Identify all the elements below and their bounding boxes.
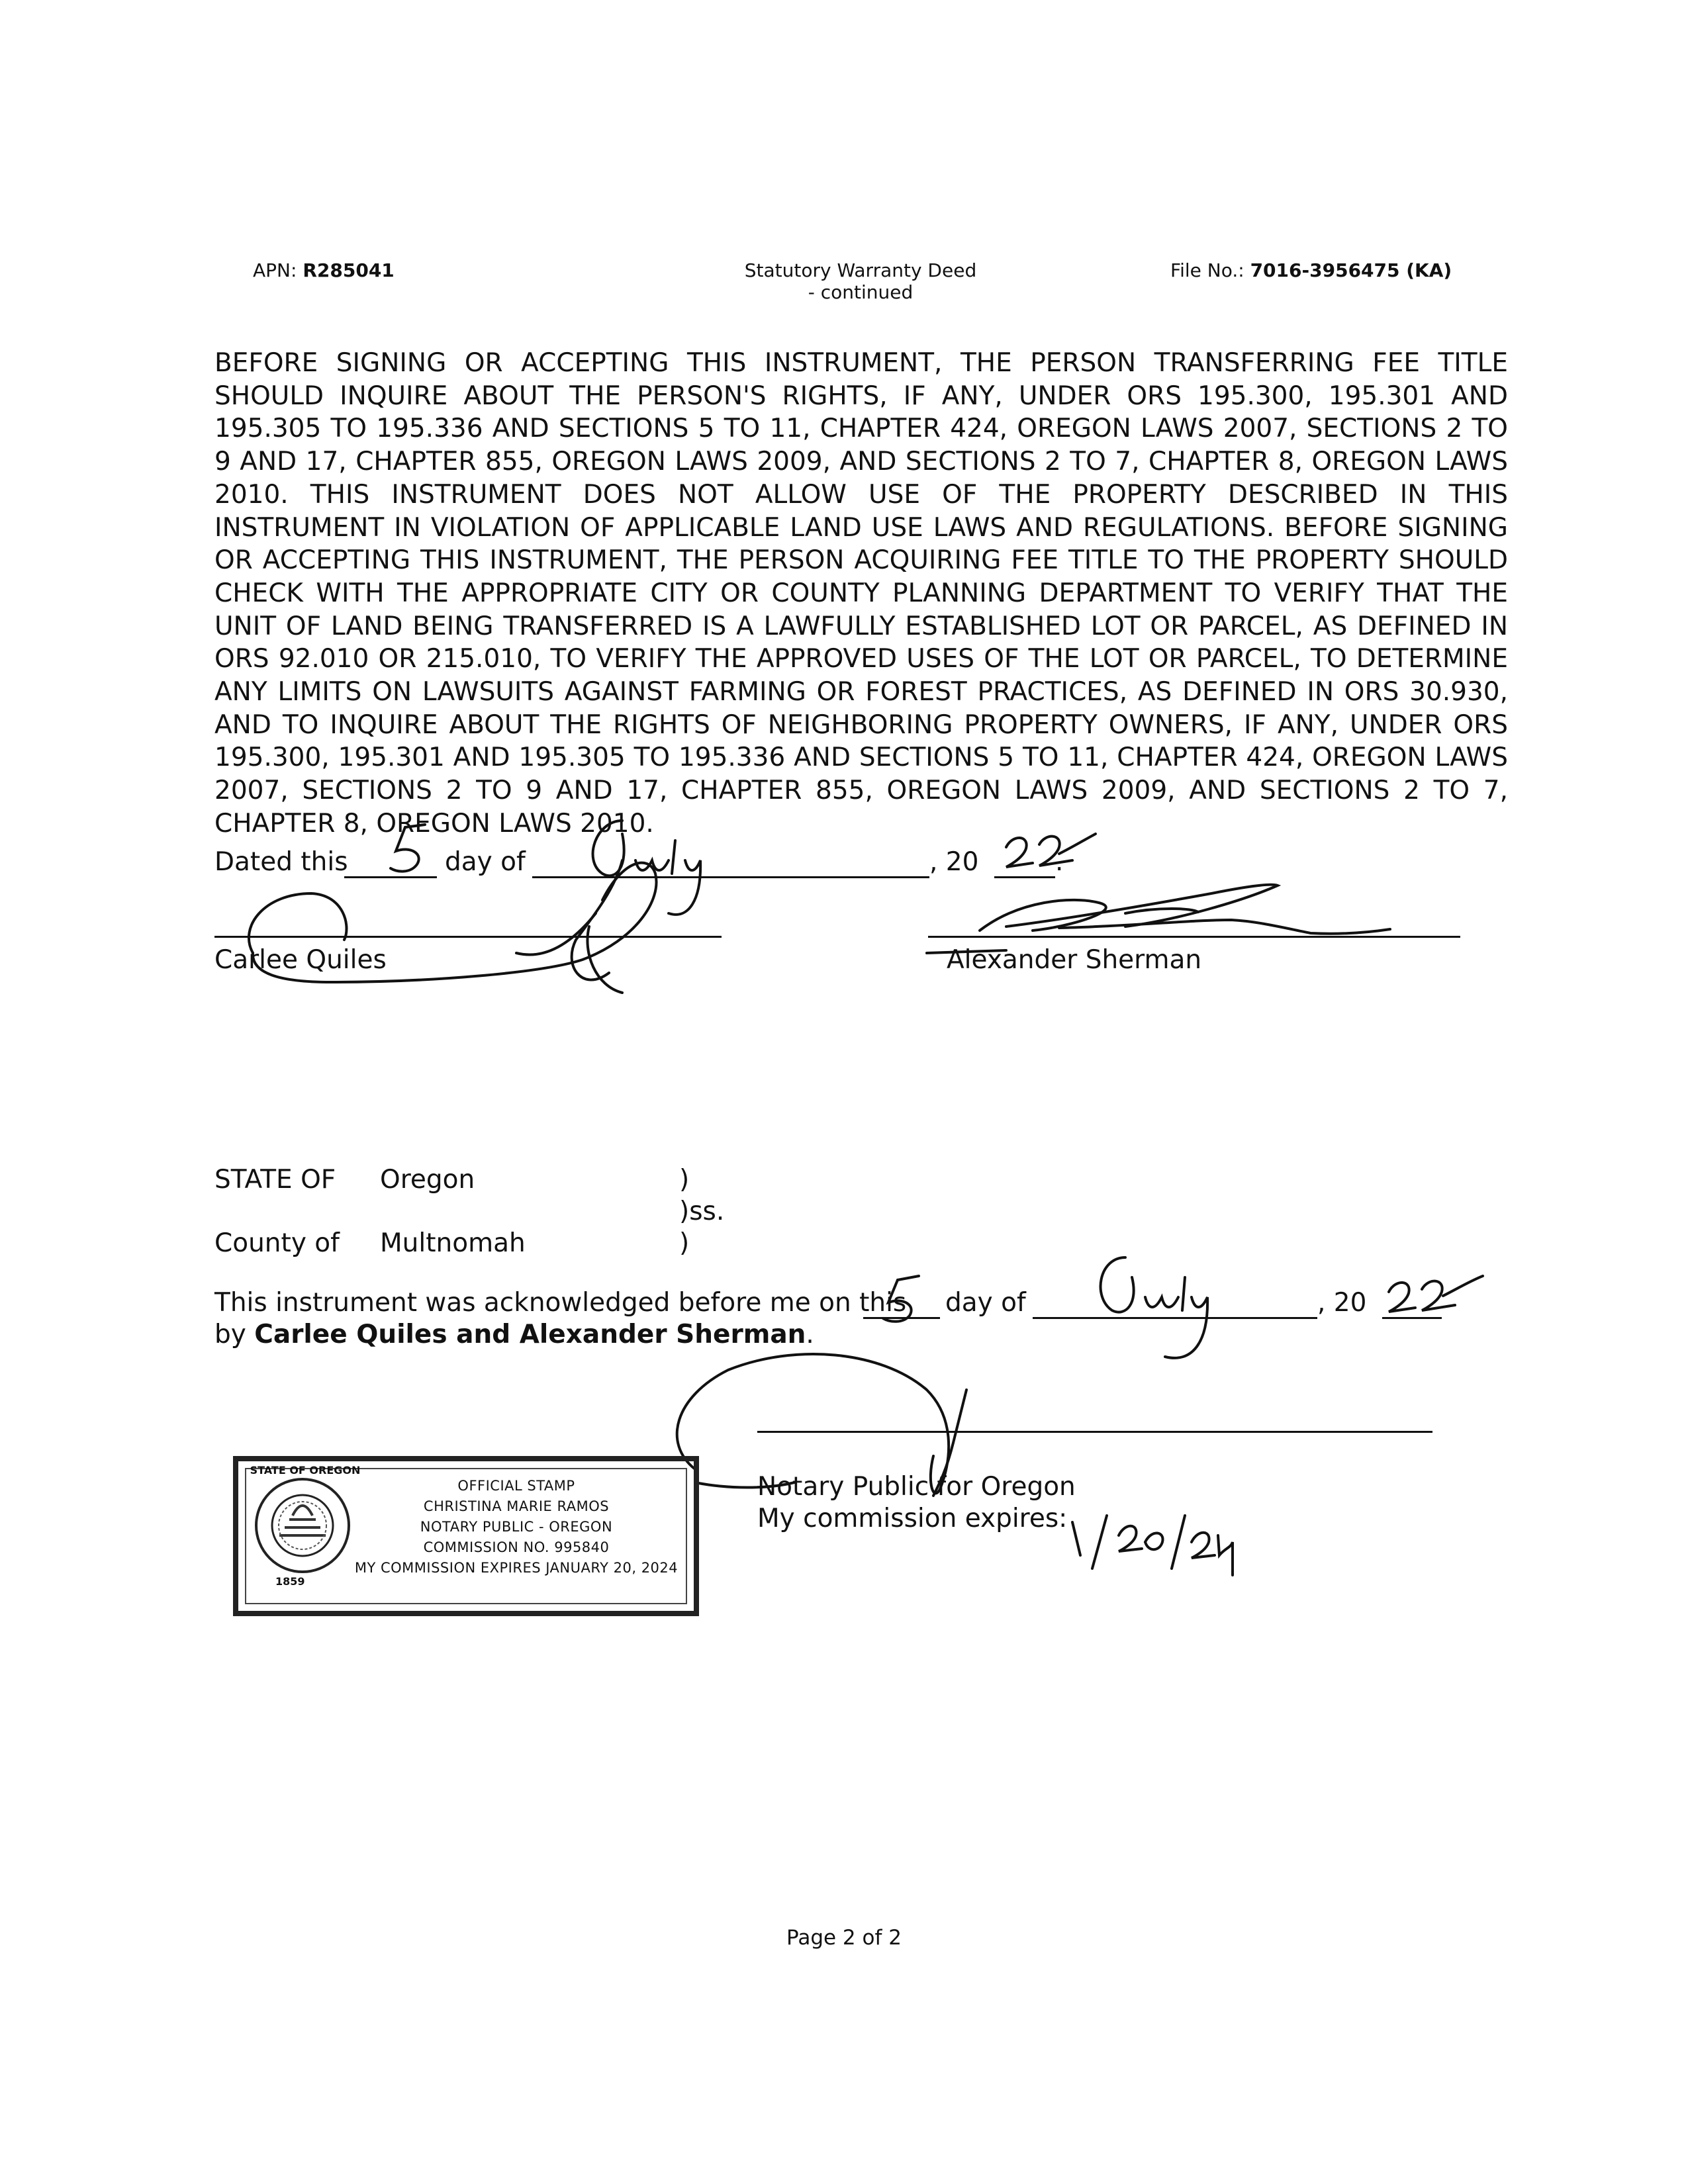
venue-paren-1: ) xyxy=(679,1165,690,1195)
document-title-line2: - continued xyxy=(808,281,914,303)
venue-paren-3: ) xyxy=(679,1228,690,1258)
handwritten-month-1 xyxy=(516,821,700,979)
ack-by-line xyxy=(214,1320,814,1349)
state-value: Oregon xyxy=(380,1165,475,1195)
signer-1-name: Carlee Quiles xyxy=(214,945,387,975)
dated-year-prefix: , 20 xyxy=(929,847,979,877)
land-use-warning: BEFORE SIGNING OR ACCEPTING THIS INSTRUMENT, THE PERSON TRANSFERRING FEE TITLE SHOULD INQUIRE ABOUT THE PERSON'S RIGHTS, IF ANY, UNDER ORS 195.300, 195.301 AND 195.305 TO 195.336 AND SECTIONS 5 TO 11, CHAPTER 424, OREGON LAWS 2007, SECTIONS 2 TO 9 AND 17, CHAPTER 855, OREGON LAWS 2009, AND SECTIONS 2 TO 7, CHAPTER 8, OREGON LAWS 2010. THIS INSTRUMENT DOES NOT ALLOW USE OF THE PROPERTY DESCRIBED IN THIS INSTRUMENT IN VIOLATION OF APPLICABLE LAND USE LAWS AND REGULATIONS. BEFORE SIGNING OR ACCEPTING THIS INSTRUMENT, THE PERSON ACQUIRING FEE TITLE TO THE PROPERTY SHOULD CHECK WITH THE APPROPRIATE CITY OR COUNTY PLANNING DEPARTMENT TO VERIFY THAT THE UNIT OF LAND BEING TRANSFERRED IS A LAWFULLY ESTABLISHED LOT OR PARCEL, AS DEFINED IN ORS 92.010 OR 215.010, TO VERIFY THE APPROVED USES OF THE LOT OR PARCEL, TO DETERMINE ANY LIMITS ON LAWSUITS AGAINST FARMING OR FOREST PRACTICES, AS DEFINED IN ORS 30.930, AND TO INQUIRE ABOUT THE RIGHTS OF NEIGHBORING PROPERTY OWNERS, IF ANY, UNDER ORS 195.300, 195.301 AND 195.305 TO 195.336 AND SECTIONS 5 TO 11, CHAPTER 424, OREGON LAWS 2007, SECTIONS 2 TO 9 AND 17, CHAPTER 855, OREGON LAWS 2009, AND SECTIONS 2 TO 7, CHAPTER 8, OREGON LAWS 2010. xyxy=(214,348,1508,839)
ack-by: by xyxy=(214,1320,246,1349)
handwritten-year-1 xyxy=(1006,834,1096,867)
apn-label: APN: xyxy=(253,259,297,281)
notary-title: Notary Public for Oregon xyxy=(757,1472,1076,1502)
commission-expires-label: My commission expires: xyxy=(757,1504,1068,1533)
ack-period: . xyxy=(806,1320,814,1349)
page-number: Page 2 of 2 xyxy=(786,1926,902,1950)
ack-day-of: day of xyxy=(945,1288,1026,1318)
seal-year: 1859 xyxy=(275,1575,305,1588)
ack-names: Carlee Quiles and Alexander Sherman xyxy=(254,1320,806,1349)
seal-text: STATE OF OREGON xyxy=(250,1464,361,1477)
county-value: Multnomah xyxy=(380,1228,526,1258)
stamp-line-1: OFFICIAL STAMP xyxy=(457,1478,575,1494)
handwritten-expiry xyxy=(1072,1516,1233,1575)
stamp-line-3: NOTARY PUBLIC - OREGON xyxy=(420,1519,613,1535)
state-label: STATE OF xyxy=(214,1165,336,1195)
ack-month-line xyxy=(1033,1317,1317,1319)
stamp-line-4: COMMISSION NO. 995840 xyxy=(423,1539,610,1555)
dated-period: . xyxy=(1055,847,1064,877)
handwritten-month-2 xyxy=(1101,1257,1208,1358)
stamp-line-5: MY COMMISSION EXPIRES JANUARY 20, 2024 xyxy=(354,1560,679,1576)
handwritten-day-1 xyxy=(391,825,425,872)
notary-signature-line xyxy=(757,1431,1432,1433)
file-label: File No.: xyxy=(1170,259,1244,281)
stamp-line-2: CHRISTINA MARIE RAMOS xyxy=(423,1498,610,1514)
ack-year-line xyxy=(1382,1317,1442,1319)
venue-ss: )ss. xyxy=(679,1197,725,1226)
acknowledgment-text: This instrument was acknowledged before me on this xyxy=(214,1288,907,1318)
official-stamp xyxy=(233,1456,699,1616)
stamp-text xyxy=(338,1476,695,1578)
ack-year-prefix: , 20 xyxy=(1317,1288,1367,1318)
signature-alexander-sherman xyxy=(927,885,1390,953)
county-label: County of xyxy=(214,1228,340,1258)
signer-2-name: Alexander Sherman xyxy=(947,945,1202,975)
handwritten-year-2 xyxy=(1389,1276,1483,1312)
signature-carlee-quiles xyxy=(249,863,657,993)
apn-value: R285041 xyxy=(303,259,395,281)
file-value: 7016-3956475 (KA) xyxy=(1250,259,1452,281)
ack-day-line xyxy=(863,1317,940,1319)
dated-prefix: Dated this xyxy=(214,847,348,877)
dated-day-of: day of xyxy=(445,847,526,877)
document-title-line1: Statutory Warranty Deed xyxy=(744,259,977,281)
